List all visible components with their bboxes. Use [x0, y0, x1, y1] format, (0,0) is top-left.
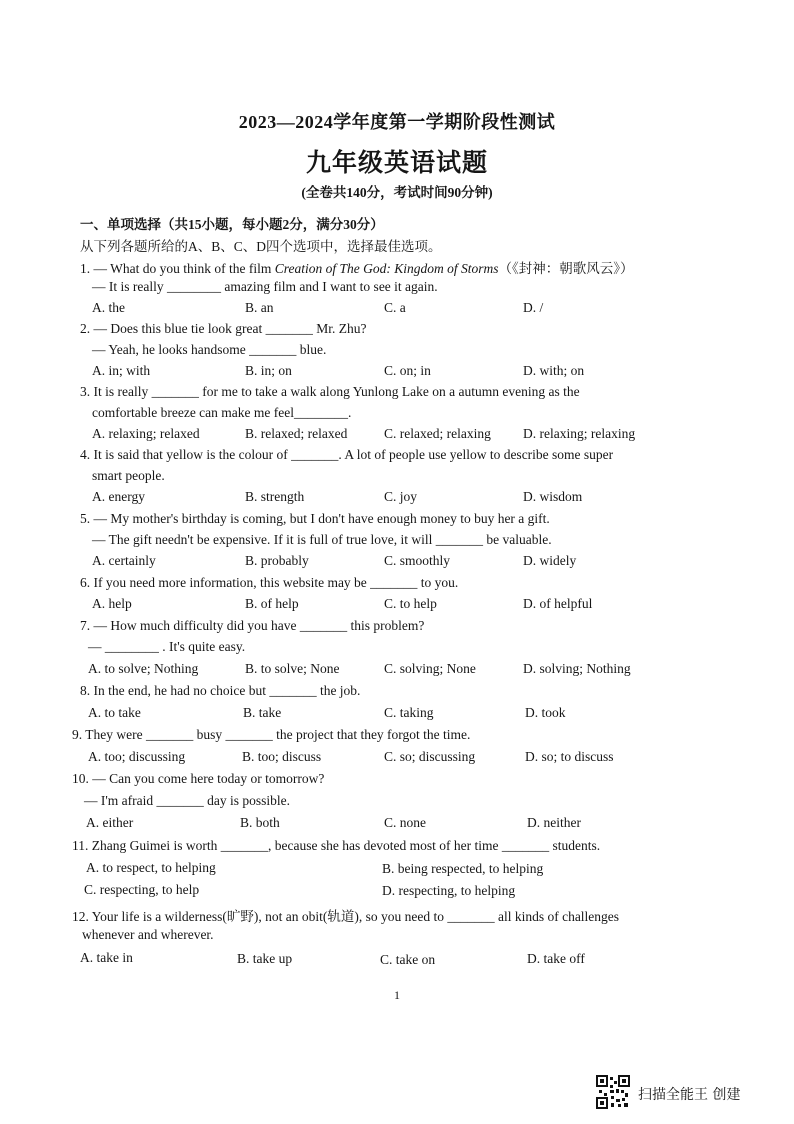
option-a: A. either	[86, 815, 134, 830]
option-b: B. an	[245, 300, 274, 315]
option-b: B. too; discuss	[242, 749, 322, 764]
exam-title: 2023—2024学年度第一学期阶段性测试	[238, 112, 556, 132]
option-a: A. energy	[92, 489, 145, 504]
option-c: C. relaxed; relaxing	[384, 426, 491, 441]
option-d: D. took	[525, 705, 566, 720]
option-c: C. respecting, to help	[84, 882, 200, 897]
section-heading: 一、单项选择（共15小题，每小题2分，满分30分）	[80, 217, 384, 232]
option-d: D. wisdom	[523, 489, 583, 504]
option-c: C. none	[384, 815, 426, 830]
option-d: D. take off	[527, 951, 585, 966]
option-b: B. take up	[237, 951, 293, 966]
option-b: B. of help	[245, 596, 299, 611]
option-d: D. with; on	[523, 363, 585, 378]
question-line: smart people.	[92, 468, 165, 483]
option-b: B. take	[243, 705, 282, 720]
option-c: C. to help	[384, 596, 437, 611]
option-c: C. take on	[380, 952, 436, 967]
page-number: 1	[394, 988, 400, 1002]
film-title: Creation of The God: Kingdom of Storms	[274, 261, 499, 276]
question-line: 3. It is really _______ for me to take a walk along Yunlong Lake on a autumn evening as the	[80, 384, 580, 399]
option-c: C. taking	[384, 705, 434, 720]
option-d: D. solving; Nothing	[523, 661, 631, 676]
option-c: C. a	[384, 300, 406, 315]
qr-code-icon	[596, 1075, 630, 1109]
option-b: B. to solve; None	[245, 661, 340, 676]
question-line: 4. It is said that yellow is the colour of _______. A lot of people use yellow to describe some super	[80, 447, 614, 462]
question-line: 6. If you need more information, this website may be _______ to you.	[80, 575, 459, 590]
question-line: 7. — How much difficulty did you have _______ this problem?	[80, 618, 425, 633]
question-line: 11. Zhang Guimei is worth _______, because she has devoted most of her time _______ students.	[72, 838, 601, 853]
question-line: — I'm afraid _______ day is possible.	[84, 793, 291, 808]
option-d: D. respecting, to helping	[382, 883, 516, 898]
option-b: B. both	[240, 815, 280, 830]
question-line: 5. — My mother's birthday is coming, but I don't have enough money to buy her a gift.	[80, 511, 550, 526]
scanner-brand: 扫描全能王 创建	[638, 1087, 741, 1103]
section-instruction: 从下列各题所给的A、B、C、D四个选项中，选择最佳选项。	[80, 239, 442, 254]
option-a: A. certainly	[92, 553, 156, 568]
exam-subtitle: 九年级英语试题	[305, 150, 488, 177]
question-line: — ________ . It's quite easy.	[88, 639, 246, 654]
option-b: B. strength	[245, 489, 305, 504]
question-line: — It is really ________ amazing film and I want to see it again.	[92, 279, 438, 294]
question-line: 2. — Does this blue tie look great _______ Mr. Zhu?	[80, 321, 367, 336]
question-line: — Yeah, he looks handsome _______ blue.	[92, 342, 327, 357]
question-line: 8. In the end, he had no choice but _______ the job.	[80, 683, 361, 698]
option-d: D. /	[523, 300, 544, 315]
option-a: A. the	[92, 300, 125, 315]
option-a: A. to solve; Nothing	[88, 661, 199, 676]
option-c: C. so; discussing	[384, 749, 476, 764]
option-c: C. solving; None	[384, 661, 476, 676]
option-b: B. in; on	[245, 363, 292, 378]
option-b: B. being respected, to helping	[382, 861, 544, 876]
option-a: A. to take	[88, 705, 141, 720]
question-line: 9. They were _______ busy _______ the project that they forgot the time.	[72, 727, 471, 742]
question-line: whenever and wherever.	[82, 927, 214, 942]
exam-note: (全卷共140分，考试时间90分钟)	[301, 185, 493, 200]
option-a: A. to respect, to helping	[86, 860, 216, 875]
option-a: A. take in	[80, 950, 133, 965]
option-b: B. probably	[245, 553, 309, 568]
option-d: D. relaxing; relaxing	[523, 426, 636, 441]
question-line: 1. — What do you think of the film Creation of The God: Kingdom of Storms（《封神：朝歌风云》）	[80, 261, 634, 276]
option-c: C. joy	[384, 489, 418, 504]
option-d: D. neither	[527, 815, 581, 830]
question-line: — The gift needn't be expensive. If it is full of true love, it will _______ be valuable.	[92, 532, 552, 547]
film-title-cn: （《封神：朝歌风云》）	[498, 261, 634, 276]
question-line: 12. Your life is a wilderness(旷野), not an obit(轨道), so you need to _______ all kinds of challenges	[72, 909, 620, 924]
option-c: C. on; in	[384, 363, 431, 378]
question-line: comfortable breeze can make me feel________.	[92, 405, 352, 420]
option-d: D. so; to discuss	[525, 749, 614, 764]
question-line: 10. — Can you come here today or tomorrow?	[72, 771, 325, 786]
option-a: A. in; with	[92, 363, 151, 378]
option-a: A. help	[92, 596, 132, 611]
option-d: D. of helpful	[523, 596, 593, 611]
option-d: D. widely	[523, 553, 577, 568]
option-a: A. relaxing; relaxed	[92, 426, 200, 441]
option-b: B. relaxed; relaxed	[245, 426, 348, 441]
option-a: A. too; discussing	[88, 749, 186, 764]
option-c: C. smoothly	[384, 553, 451, 568]
